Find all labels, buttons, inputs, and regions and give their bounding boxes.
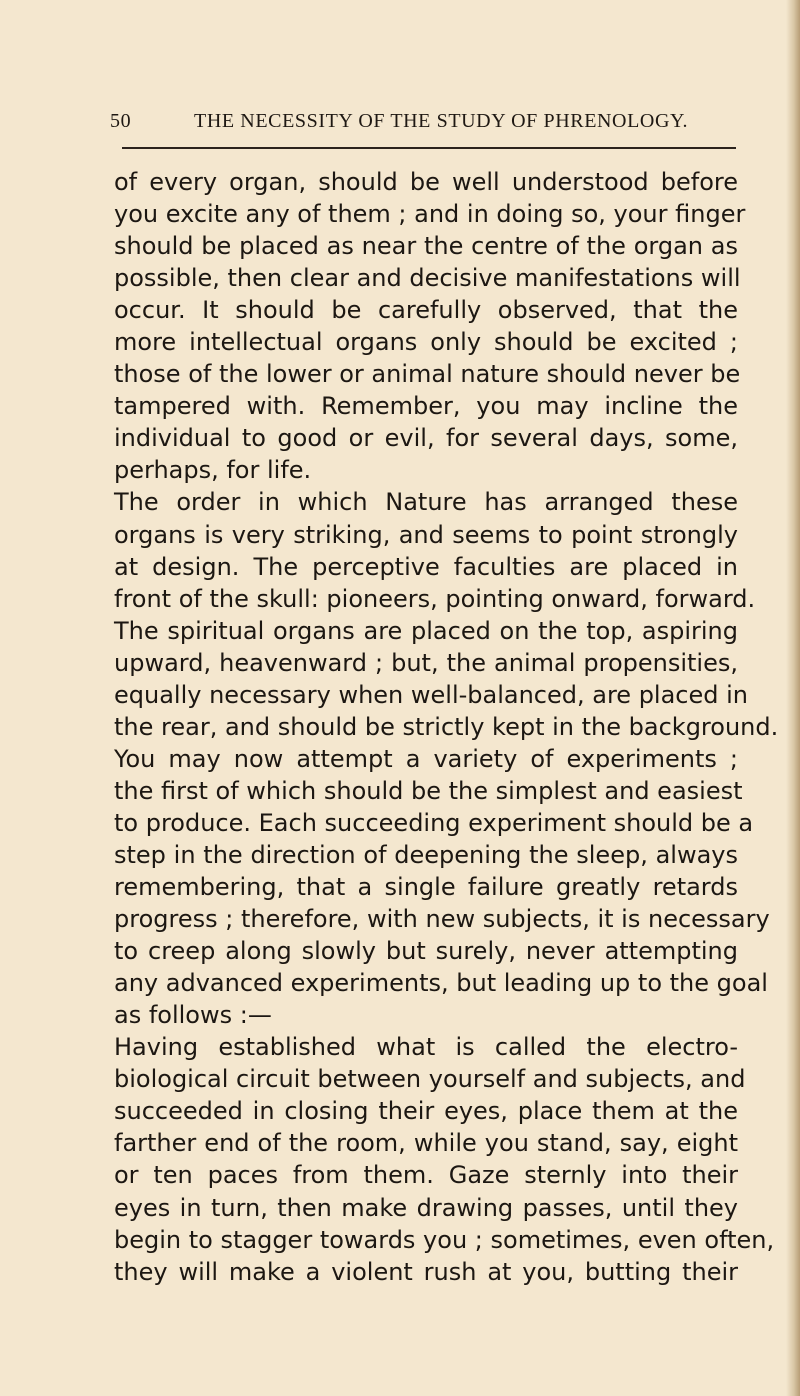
text-line: to produce. Each succeeding experiment should be a bbox=[114, 808, 754, 837]
text-line: upward, heavenward ; but, the animal propensities, bbox=[114, 648, 738, 677]
text-line: eyes in turn, then make drawing passes, until they bbox=[114, 1193, 738, 1222]
text-line: the first of which should be the simplest and easiest bbox=[114, 776, 743, 805]
running-title: THE NECESSITY OF THE STUDY OF PHRENOLOGY. bbox=[194, 110, 689, 132]
text-line: at design. The perceptive faculties are placed in bbox=[114, 552, 738, 581]
paragraph-start-line: Having established what is called the electro- bbox=[114, 1033, 738, 1062]
text-line: individual to good or evil, for several days, some, bbox=[114, 424, 738, 453]
text-line: any advanced experiments, but leading up to the goal bbox=[114, 969, 768, 998]
page-edge-shadow bbox=[786, 0, 800, 1396]
text-line: you excite any of them ; and in doing so, your finger bbox=[114, 200, 746, 229]
text-line: those of the lower or animal nature should never be bbox=[114, 360, 741, 389]
paragraph-start-line: You may now attempt a variety of experiments ; bbox=[114, 744, 738, 773]
body-text bbox=[114, 166, 779, 1288]
text-line: farther end of the room, while you stand, say, eight bbox=[114, 1129, 738, 1158]
text-line: or ten paces from them. Gaze sternly into their bbox=[114, 1161, 738, 1190]
paragraph-start-line: The order in which Nature has arranged these bbox=[114, 488, 738, 517]
page-number: 50 bbox=[110, 110, 132, 132]
running-header bbox=[110, 110, 750, 138]
text-line: front of the skull: pioneers, pointing onward, forward. bbox=[114, 584, 756, 613]
text-line: organs is very striking, and seems to point strongly bbox=[114, 520, 738, 549]
text-line: to creep along slowly but surely, never attempting bbox=[114, 937, 738, 966]
header-rule bbox=[122, 147, 736, 149]
text-line: succeeded in closing their eyes, place them at the bbox=[114, 1097, 738, 1126]
paragraph-end-line: as follows :— bbox=[114, 1001, 272, 1030]
text-line: possible, then clear and decisive manifestations will bbox=[114, 264, 741, 293]
text-line: occur. It should be carefully observed, that the bbox=[114, 296, 738, 325]
text-line: they will make a violent rush at you, butting their bbox=[114, 1257, 738, 1286]
text-line: step in the direction of deepening the sleep, always bbox=[114, 840, 738, 869]
text-line: equally necessary when well-balanced, are placed in bbox=[114, 680, 749, 709]
text-line: more intellectual organs only should be excited ; bbox=[114, 328, 738, 357]
text-line: should be placed as near the centre of the organ as bbox=[114, 232, 738, 261]
text-line: begin to stagger towards you ; sometimes, even often, bbox=[114, 1225, 775, 1254]
text-line: The spiritual organs are placed on the top, aspiring bbox=[114, 616, 738, 645]
text-line: remembering, that a single failure greatly retards bbox=[114, 873, 738, 902]
paragraph-end-line: perhaps, for life. bbox=[114, 456, 312, 485]
text-line: of every organ, should be well understood before bbox=[114, 168, 738, 196]
paragraph-end-line: the rear, and should be strictly kept in the background. bbox=[114, 712, 779, 741]
text-line: progress ; therefore, with new subjects, it is necessary bbox=[114, 905, 770, 934]
text-line: biological circuit between yourself and subjects, and bbox=[114, 1065, 746, 1094]
text-line: tampered with. Remember, you may incline the bbox=[114, 392, 738, 421]
